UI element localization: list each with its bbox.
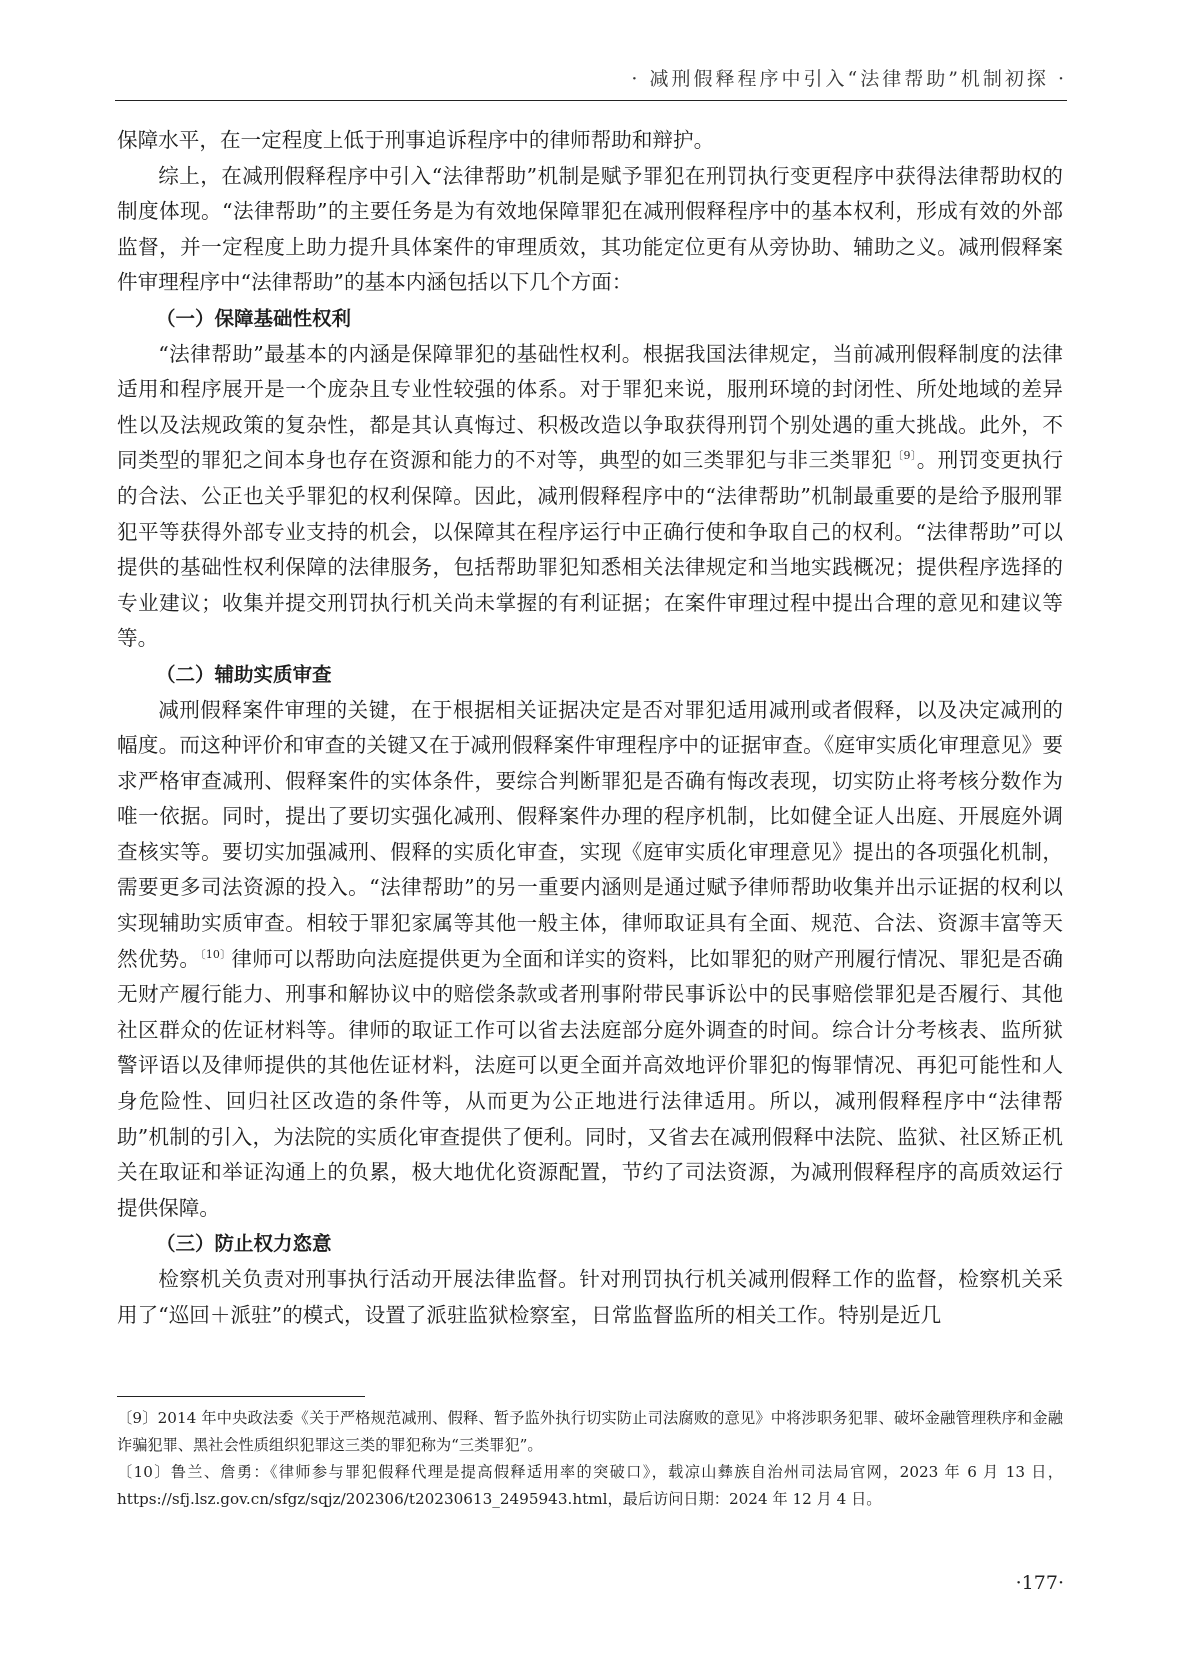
paragraph: 保障水平，在一定程度上低于刑事追诉程序中的律师帮助和辩护。 [117, 128, 715, 152]
running-header: · 减刑假释程序中引入“法律帮助”机制初探 · [631, 68, 1067, 90]
paragraph [117, 693, 1063, 1227]
paragraph-text: 律师可以帮助向法庭提供更为全面和详实的资料，比如罪犯的财产刑履行情况、罪犯是否确无财产履行能力、刑事和解协议中的赔偿条款或者刑事附带民事诉讼中的民事赔偿罪犯是否履行、其他社区群众的佐证材料等。律师的取证工作可以省去法庭部分庭外调查的时间。综合计分考核表、监所狱警评语以及律师提供的其他佐证材料，法庭可以更全面并高效地评价罪犯的悔罪情况、再犯可能性和人身危险性、回归社区改造的条件等，从而更为公正地进行法律适用。所以，减刑假释程序中“法律帮助”机制的引入，为法院的实质化审查提供了便利。同时，又省去在减刑假释中法院、监狱、社区矫正机关在取证和举证沟通上的负累，极大地优化资源配置，节约了司法资源，为减刑假释程序的高质效运行提供保障。 [117, 946, 1064, 1220]
paragraph-text: “法律帮助”最基本的内涵是保障罪犯的基础性权利。根据我国法律规定，当前减刑假释制度的法律适用和程序展开是一个庞杂且专业性较强的体系。对于罪犯来说，服刑环境的封闭性、所处地域的差异性以及法规政策的复杂性，都是其认真悔过、积极改造以争取获得刑罚个别处遇的重大挑战。此外，不同类型的罪犯之间本身也存在资源和能力的不对等，典型的如三类罪犯与非三类罪犯 [117, 341, 1063, 473]
main-text [117, 123, 1063, 1333]
footnotes [117, 1405, 1063, 1513]
paragraph-text: 减刑假释案件审理的关键，在于根据相关证据决定是否对罪犯适用减刑或者假释，以及决定减刑的幅度。而这种评价和审查的关键又在于减刑假释案件审理程序中的证据审查。《庭审实质化审理意见》要求严格审查减刑、假释案件的实体条件，要综合判断罪犯是否确有悔改表现，切实防止将考核分数作为唯一依据。同时，提出了要切实强化减刑、假释案件办理的程序机制，比如健全证人出庭、开展庭外调查核实等。要切实加强减刑、假释的实质化审查，实现《庭审实质化审理意见》提出的各项强化机制，需要更多司法资源的投入。“法律帮助”的另一重要内涵则是通过赋予律师帮助收集并出示证据的权利以实现辅助实质审查。相较于罪犯家属等其他一般主体，律师取证具有全面、规范、合法、资源丰富等天然优势。 [117, 697, 1063, 971]
section-heading: （二）辅助实质审查 [156, 662, 332, 686]
paragraph: 综上，在减刑假释程序中引入“法律帮助”机制是赋予罪犯在刑罚执行变更程序中获得法律帮助权的制度体现。“法律帮助”的主要任务是为有效地保障罪犯在减刑假释程序中的基本权利，形成有效的外部监督，并一定程度上助力提升具体案件的审理质效，其功能定位更有从旁协助、辅助之义。减刑假释案件审理程序中“法律帮助”的基本内涵包括以下几个方面： [117, 163, 1063, 295]
paragraph: 检察机关负责对刑事执行活动开展法律监督。针对刑罚执行机关减刑假释工作的监督，检察机关采用了“巡回＋派驻”的模式，设置了派驻监狱检察室，日常监督监所的相关工作。特别是近几 [117, 1267, 1063, 1327]
footnote-9: 〔9〕2014 年中央政法委《关于严格规范减刑、假释、暂予监外执行切实防止司法腐败的意见》中将涉职务犯罪、破坏金融管理秩序和金融诈骗犯罪、黑社会性质组织犯罪这三类的罪犯称为“三类罪犯”。 [117, 1409, 1063, 1454]
header-rule [115, 100, 1067, 101]
paragraph [117, 337, 1063, 657]
footnote-10: 〔10〕鲁兰、詹勇：《律师参与罪犯假释代理是提高假释适用率的突破口》，载凉山彝族自治州司法局官网，2023 年 6 月 13 日，https://sfj.lsz.gov.cn/sfgz/sqjz/202306/t20230613_2495943.html，最后访问日期：2024 年 12 月 4 日。 [117, 1463, 1063, 1508]
section-heading: （三）防止权力恣意 [156, 1232, 332, 1256]
section-heading: （一）保障基础性权利 [156, 306, 352, 330]
page-number: ·177· [1015, 1572, 1064, 1594]
footnote-rule [117, 1396, 365, 1397]
footnote-reference[interactable]: 〔10〕 [200, 947, 232, 961]
footnote-reference[interactable]: 〔9〕 [892, 449, 917, 463]
paragraph-text: 。刑罚变更执行的合法、公正也关乎罪犯的权利保障。因此，减刑假释程序中的“法律帮助”机制最重要的是给予服刑罪犯平等获得外部专业支持的机会，以保障其在程序运行中正确行使和争取自己的权利。“法律帮助”可以提供的基础性权利保障的法律服务，包括帮助罪犯知悉相关法律规定和当地实践概况；提供程序选择的专业建议；收集并提交刑罚执行机关尚未掌握的有利证据；在案件审理过程中提出合理的意见和建议等等。 [117, 448, 1064, 651]
